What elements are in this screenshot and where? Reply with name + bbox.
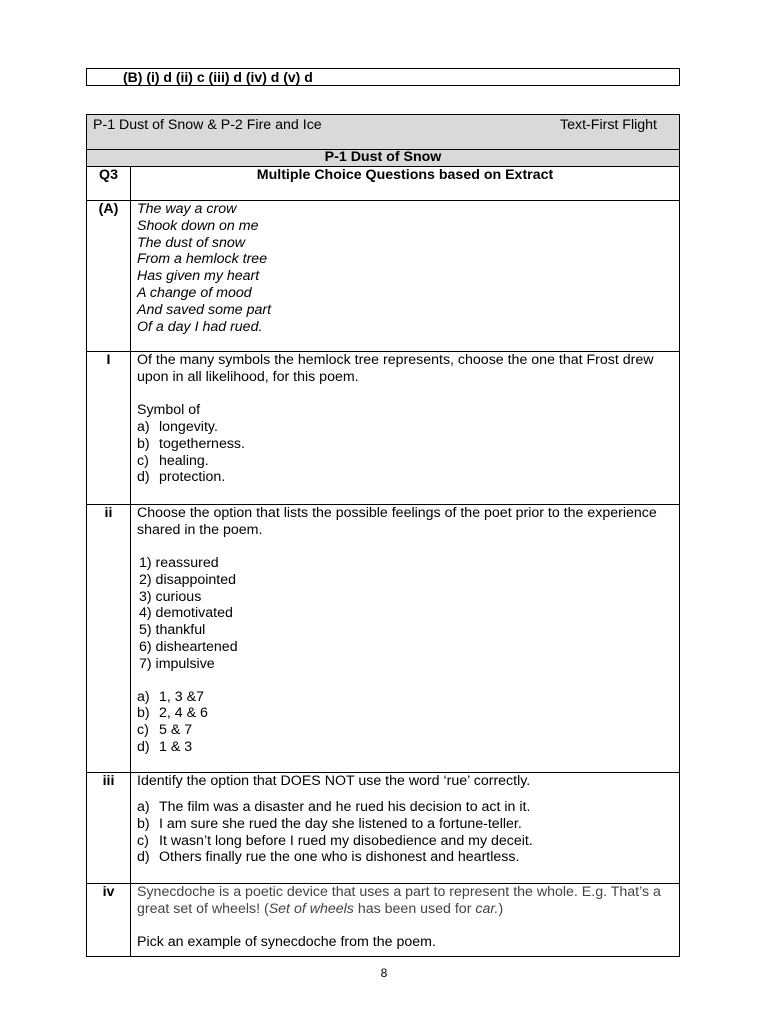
poem-line: A change of mood <box>137 284 252 301</box>
q4-prompt: Pick an example of synecdoche from the poem. <box>137 934 436 950</box>
section-title: P-1 Dust of Snow <box>87 150 680 167</box>
feeling-item: 2) disappointed <box>139 571 237 588</box>
option-text: It wasn’t long before I rued my disobedience and my deceit. <box>159 832 533 849</box>
q3-text: Identify the option that DOES NOT use the word ‘rue’ correctly. <box>137 773 531 789</box>
option-text: I am sure she rued the day she listened to a fortune-teller. <box>159 815 522 832</box>
page-number: 8 <box>380 966 388 980</box>
q2-text: Choose the option that lists the possible feelings of the poet prior to the experience shared in the poem. <box>137 505 657 538</box>
option-item <box>137 816 673 833</box>
poem-line: Shook down on me <box>137 217 259 234</box>
q4-text: Synecdoche is a poetic device that uses a part to represent the whole. E.g. That’s a great set of wheels! (Set of wheels has been used for car.) <box>137 884 661 917</box>
q3-body <box>131 773 680 884</box>
poem-line: And saved some part <box>137 301 272 318</box>
q1-lead: Symbol of <box>137 402 201 418</box>
extract-text <box>131 201 680 352</box>
option-text: 2, 4 & 6 <box>159 705 208 722</box>
option-letter: b) <box>137 815 150 832</box>
option-text: protection. <box>159 469 226 486</box>
table-header <box>87 115 680 150</box>
answer-key-line: (B) (i) d (ii) c (iii) d (iv) d (v) d <box>86 68 680 86</box>
poem-line: From a hemlock tree <box>137 251 268 268</box>
option-letter: c) <box>137 452 149 469</box>
option-letter: a) <box>137 799 150 815</box>
feeling-item: 3) curious <box>139 588 202 605</box>
option-text: Others finally rue the one who is dishonest and heartless. <box>159 849 520 866</box>
option-letter: c) <box>137 722 149 739</box>
option-item <box>137 722 673 739</box>
option-letter: a) <box>137 688 150 705</box>
q2-body <box>131 505 680 773</box>
q1-body <box>131 352 680 505</box>
q3-label: iii <box>87 773 131 884</box>
feeling-item: 7) impulsive <box>139 655 215 672</box>
chapter-title: P-1 Dust of Snow & P-2 Fire and Ice <box>93 117 322 133</box>
q1-label: I <box>87 352 131 505</box>
option-letter: a) <box>137 419 150 435</box>
option-text: 1, 3 &7 <box>159 688 204 705</box>
option-item <box>137 436 673 453</box>
q1-text: Of the many symbols the hemlock tree represents, choose the one that Frost drew upon in all likelihood, for this poem. <box>137 352 654 385</box>
question-table <box>86 114 680 957</box>
option-letter: d) <box>137 469 150 486</box>
option-item <box>137 469 673 486</box>
option-text: The film was a disaster and he rued his decision to act in it. <box>159 799 531 815</box>
option-letter: d) <box>137 849 150 866</box>
option-letter: d) <box>137 738 150 755</box>
option-item <box>137 849 673 866</box>
feeling-item: 5) thankful <box>139 622 206 639</box>
feeling-item: 4) demotivated <box>139 605 233 622</box>
extract-label: (A) <box>87 201 131 352</box>
q4-label: iv <box>87 884 131 957</box>
option-letter: b) <box>137 435 150 452</box>
poem-line: Has given my heart <box>137 268 260 285</box>
poem-line: The way a crow <box>137 201 237 217</box>
option-item <box>137 705 673 722</box>
text-title: Text-First Flight <box>560 117 657 133</box>
option-text: togetherness. <box>159 435 245 452</box>
option-text: 1 & 3 <box>159 738 193 755</box>
feeling-item: 1) reassured <box>139 555 219 571</box>
option-text: healing. <box>159 452 209 469</box>
option-text: longevity. <box>159 419 218 435</box>
option-letter: b) <box>137 705 150 722</box>
option-item <box>137 419 673 436</box>
option-item <box>137 739 673 756</box>
option-item <box>137 833 673 850</box>
option-item <box>137 689 673 706</box>
feeling-item: 6) disheartened <box>139 638 238 655</box>
option-letter: c) <box>137 832 149 849</box>
option-item <box>137 453 673 470</box>
question-heading: Multiple Choice Questions based on Extract <box>131 167 680 201</box>
question-number: Q3 <box>87 167 131 201</box>
option-text: 5 & 7 <box>159 722 193 739</box>
option-item <box>137 799 673 816</box>
poem-line: Of a day I had rued. <box>137 318 263 335</box>
q4-body <box>131 884 680 957</box>
poem-line: The dust of snow <box>137 234 246 251</box>
q2-label: ii <box>87 505 131 773</box>
